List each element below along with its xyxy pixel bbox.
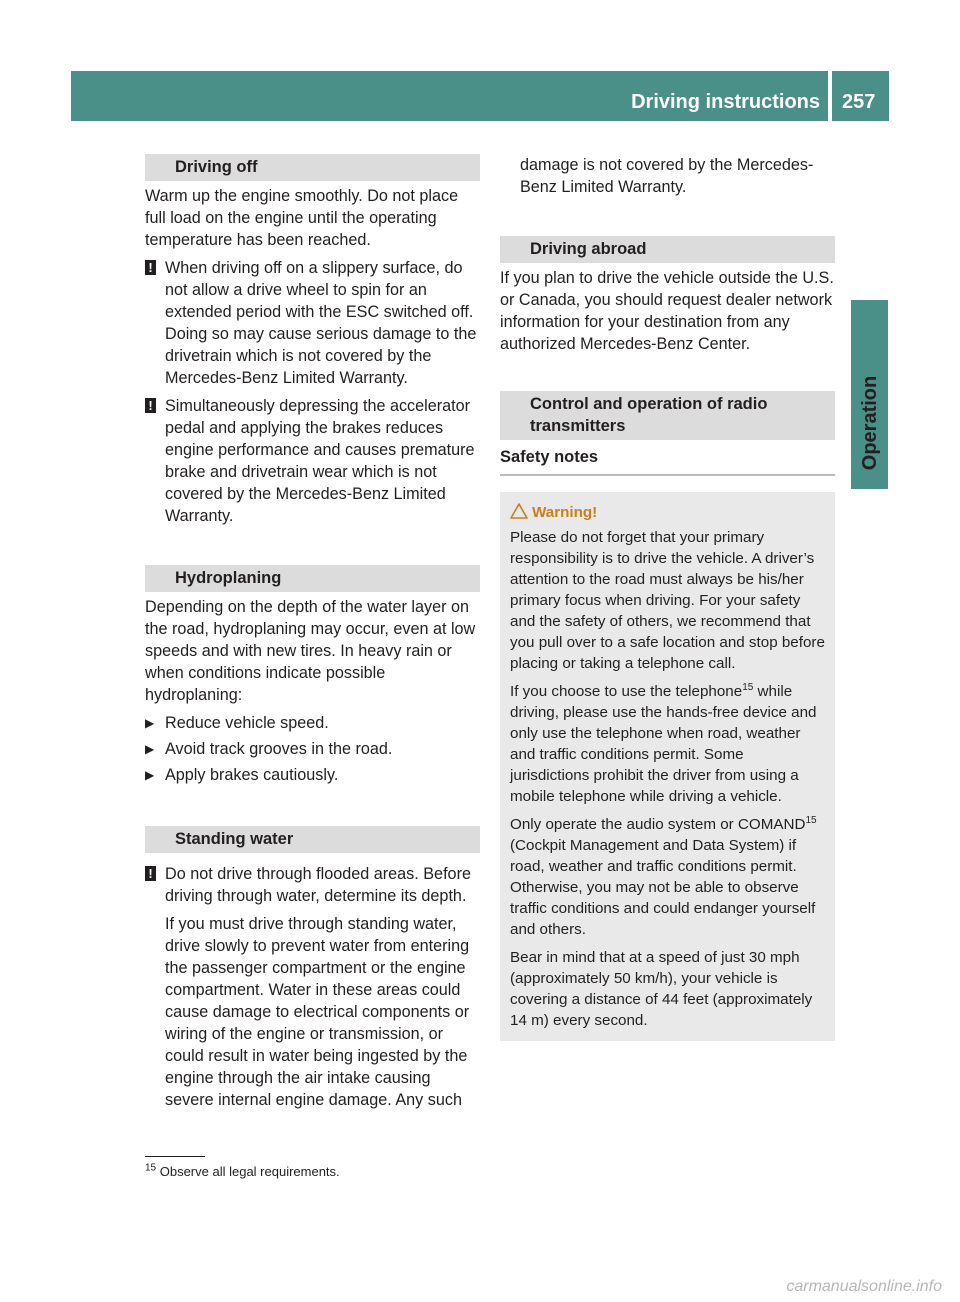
section-heading-hydroplaning: Hydroplaning (145, 565, 480, 592)
footnote-divider (145, 1156, 205, 1157)
warning-paragraph: Please do not forget that your primary responsibility is to drive the vehicle. A driver’s attention to the road must always be his/her primary focus when driving. For your safety and the safety of others, we recommend that you pull over to a safe location and stop before placing or taking a telephone call. (510, 529, 825, 672)
paragraph: If you must drive through standing water, drive slowly to prevent water from entering the passenger compartment or the engine compartment. Water in these areas could cause damage to electrical components or wiring of the engine or transmission, or could result in water being ingested by the engine through the air intake causing severe internal engine damage. Any such (165, 915, 470, 1109)
note (145, 257, 480, 389)
side-tab-label-box (851, 348, 888, 498)
page-number: 257 (842, 91, 876, 113)
text-run: If you choose to use the telephone (510, 683, 743, 700)
arrow-right-icon: ▶ (145, 768, 155, 782)
warning-box (500, 492, 835, 1041)
step-text: Avoid track grooves in the road. (165, 740, 393, 758)
right-column (500, 140, 835, 1041)
section-heading-driving-off: Driving off (145, 154, 480, 181)
warning-title (510, 502, 827, 523)
exclamation-icon: ! (145, 866, 156, 881)
note-text: Do not drive through flooded areas. Before driving through water, determine its depth. (165, 865, 471, 905)
section-heading-radio-transmitters: Control and operation of radio transmitters (500, 391, 835, 440)
arrow-right-icon: ▶ (145, 742, 155, 756)
footnote-number: 15 (145, 1162, 157, 1174)
step-text: Apply brakes cautiously. (165, 766, 339, 784)
section-heading-standing-water: Standing water (145, 826, 480, 853)
header-divider (828, 71, 832, 121)
text-run: (Cockpit Management and Data System) if road, weather and traffic conditions permit. Otherwise, you may not be able to observe traffic conditions and could endanger yourself and others. (510, 837, 816, 938)
warning-title-text: Warning! (532, 504, 598, 521)
warning-triangle-icon (510, 503, 528, 519)
section-heading-driving-abroad: Driving abroad (500, 236, 835, 263)
list-item (145, 764, 480, 786)
exclamation-icon: ! (145, 260, 156, 275)
paragraph: Depending on the depth of the water layer on the road, hydroplaning may occur, even at low speeds and with new tires. In heavy rain or when conditions indicate possible hydroplaning: (145, 598, 476, 704)
watermark: carmanualsonline.info (786, 1278, 942, 1295)
paragraph: If you plan to drive the vehicle outside the U.S. or Canada, you should request dealer network information for your destination from any authorized Mercedes-Benz Center. (500, 269, 834, 353)
arrow-right-icon: ▶ (145, 716, 155, 730)
list-item (145, 738, 480, 760)
paragraph: damage is not covered by the Mercedes-Benz Limited Warranty. (520, 156, 814, 196)
note (145, 395, 480, 527)
subheading-safety-notes: Safety notes (500, 444, 835, 476)
note-text: Simultaneously depressing the accelerator pedal and applying the brakes reduces engine performance and causes premature brake and drivetrain wear which is not covered by the Mercedes-Benz Limited Warranty. (165, 397, 475, 525)
exclamation-icon: ! (145, 398, 156, 413)
footnote-ref: 15 (742, 681, 754, 693)
side-tab-label: Operation (858, 375, 881, 471)
note-text: When driving off on a slippery surface, do not allow a drive wheel to spin for an extended period with the ESC switched off. Doing so may cause serious damage to the drivetrain which is not covered by the Mercedes-Benz Limited Warranty. (165, 259, 477, 387)
warning-paragraph: Bear in mind that at a speed of just 30 mph (approximately 50 km/h), your vehicle is covering a distance of 44 feet (approximately 14 m) every second. (510, 949, 813, 1029)
footnote (145, 1164, 340, 1180)
text-run: Only operate the audio system or COMAND (510, 816, 806, 833)
text-run: while driving, please use the hands-free device and only use the telephone when road, weather and traffic conditions permit. Some jurisdictions prohibit the driver from using a mobile telephone while driving a vehicle. (510, 683, 817, 805)
list-item (145, 712, 480, 734)
page-title: Driving instructions (631, 91, 820, 113)
warning-paragraph (510, 814, 827, 940)
step-text: Reduce vehicle speed. (165, 714, 329, 732)
footnote-text: Observe all legal requirements. (156, 1164, 340, 1179)
paragraph: Warm up the engine smoothly. Do not place full load on the engine until the operating temperature has been reached. (145, 187, 459, 249)
note (145, 863, 480, 907)
footnote-ref: 15 (805, 814, 817, 826)
warning-paragraph (510, 681, 827, 807)
left-column (145, 140, 480, 1117)
